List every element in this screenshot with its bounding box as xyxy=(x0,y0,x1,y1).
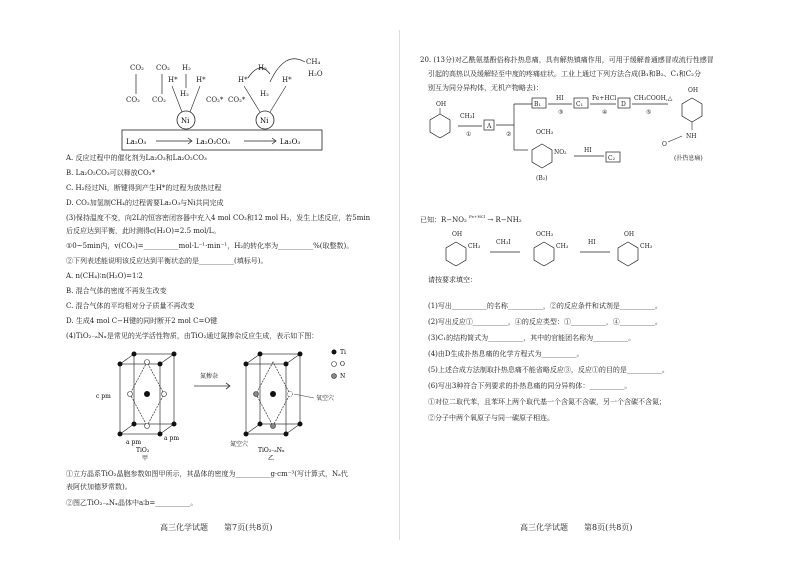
left-footer: 高三化学试题 第7页(共8页) xyxy=(160,523,273,532)
q20-intro-1: 20. (13分)对乙酰氨基酚俗称扑热息痛，具有解热镇痛作用，可用于缓解普通感冒或流行性感冒 xyxy=(420,56,714,64)
svg-text:CH₃COOH,△: CH₃COOH,△ xyxy=(634,95,673,102)
svg-text:氮空穴: 氮空穴 xyxy=(230,441,249,448)
svg-text:OH: OH xyxy=(688,87,699,94)
svg-text:A: A xyxy=(487,123,492,130)
h-star-3: H* xyxy=(238,76,248,84)
h2-label-2: H₂ xyxy=(180,90,189,98)
right-footer: 高三化学试题 第8页(共8页) xyxy=(520,523,633,532)
q4-intro: (4)TiO₂₋ₐNₓ是常见的光学活性物质，由TiO₂通过氮掺杂反应生成，表示如下图： xyxy=(66,332,319,340)
svg-text:乙: 乙 xyxy=(268,455,275,462)
svg-text:③: ③ xyxy=(558,109,564,116)
svg-text:①: ① xyxy=(466,131,472,138)
known-arrow: → xyxy=(487,216,494,224)
q20-intro-2: 引起的高热以及缓解轻至中度的疼痛症状。工业上通过下列方法合成(B₁和B₂、C₁和C₂分 xyxy=(428,70,701,78)
svg-text:NO₂: NO₂ xyxy=(554,149,567,156)
q3-sub-1: ①0~5min内，v(CO₂)=__________mol·L⁻¹·min⁻¹，H₂的转化率为__________%(取整数)。 xyxy=(66,242,354,250)
q3-option-b: B. 混合气体的密度不再发生改变 xyxy=(66,287,167,295)
svg-text:OCH₃: OCH₃ xyxy=(536,129,554,136)
svg-text:CH₃: CH₃ xyxy=(468,243,481,250)
q3-sub-2: ②下列表述能说明该反应达到平衡状态的是__________(填标号)。 xyxy=(66,257,268,265)
svg-text:CH₃: CH₃ xyxy=(556,243,569,250)
co2-label-1: CO₂ xyxy=(130,64,144,72)
q3-line-1: (3)保持温度不变，向2L的恒容密闭容器中充入4 mol CO₂和12 mol H₂，发生上述反应，若5min xyxy=(66,214,371,222)
svg-text:CH₃: CH₃ xyxy=(640,243,653,250)
known-condition: Fe+HCl xyxy=(469,214,486,219)
q3-option-a: A. n(CH₄)∶n(H₂O)=1∶2 xyxy=(66,272,143,280)
svg-text:O: O xyxy=(662,141,667,148)
known-prefix: 已知：R−NO₂ xyxy=(420,216,467,224)
svg-text:Fe+HCl: Fe+HCl xyxy=(592,95,617,102)
right-page xyxy=(400,0,800,566)
co2-label-4: CO₂ xyxy=(152,96,166,104)
svg-text:HI: HI xyxy=(556,95,564,102)
option-a: A. 反应过程中的催化剂为La₂O₃和La₂O₂CO₃ xyxy=(66,154,207,162)
svg-text:N: N xyxy=(340,373,346,380)
crystal-legend xyxy=(332,349,347,380)
h2-label-3: H₂ xyxy=(258,64,267,72)
co2-star-1: CO₂* xyxy=(206,96,224,104)
svg-text:La₂O₃: La₂O₃ xyxy=(280,138,301,146)
q20-5: (5)上述合成方法制取扑热息痛不能省略反应③，反应①的目的是__________。 xyxy=(428,366,669,374)
svg-text:La₂O₂CO₃: La₂O₂CO₃ xyxy=(196,138,231,146)
q4-sub-1b: 表阿伏加德罗常数)。 xyxy=(66,483,132,491)
svg-text:C₂: C₂ xyxy=(608,155,615,162)
known-reaction xyxy=(420,212,522,225)
q20-6: (6)写出3种符合下列要求的扑热息痛的同分异构体：__________。 xyxy=(428,382,632,390)
svg-text:D: D xyxy=(621,101,626,108)
h-star-1: H* xyxy=(168,76,178,84)
svg-text:OH: OH xyxy=(452,231,463,238)
svg-text:OH: OH xyxy=(624,231,635,238)
svg-text:CH₃I: CH₃I xyxy=(496,239,511,246)
svg-text:(B₂): (B₂) xyxy=(536,175,548,182)
h-star-4: H* xyxy=(282,76,292,84)
q20-2: (2)写出反应①__________，④的反应类型：①__________，④__________。 xyxy=(428,318,662,326)
co2-label-2: CO₂ xyxy=(156,64,170,72)
svg-text:O: O xyxy=(340,361,345,368)
q3-line-2: 后反应达到平衡，此时测得c(H₂O)=2.5 mol/L。 xyxy=(66,227,221,235)
svg-text:氮掺杂: 氮掺杂 xyxy=(200,373,219,380)
q20-3: (3)C₁的结构简式为__________，其中的官能团名称为__________。 xyxy=(428,334,636,342)
co2-label-3: CO₂ xyxy=(126,96,140,104)
svg-text:c pm: c pm xyxy=(96,393,111,400)
svg-text:TiO₂₋ₐNₓ: TiO₂₋ₐNₓ xyxy=(258,447,285,454)
answer-instruction: 请按要求填空： xyxy=(428,276,477,284)
svg-text:OH: OH xyxy=(436,101,447,108)
svg-text:HI: HI xyxy=(584,147,592,154)
svg-text:C₁: C₁ xyxy=(576,101,583,108)
q4-sub-1: ①立方晶系TiO₂晶胞参数如图甲所示，其晶体的密度为__________g·cm⁻³(写计算式，Nₐ代 xyxy=(66,470,348,478)
svg-text:a pm: a pm xyxy=(126,439,142,446)
q20-intro-3: 别互为同分异构体，无机产物略去)： xyxy=(428,84,543,92)
q20-1: (1)写出__________的名称__________，②的反应条件和试剂是__________。 xyxy=(428,302,662,310)
svg-text:氧空穴: 氧空穴 xyxy=(316,395,335,402)
catalysis-mechanism-figure xyxy=(110,30,340,152)
svg-text:Ni: Ni xyxy=(181,117,190,125)
ch4-label: CH₄ xyxy=(306,58,321,66)
svg-text:TiO₂: TiO₂ xyxy=(136,447,150,454)
co2-star-2: CO₂* xyxy=(228,96,246,104)
svg-text:a pm: a pm xyxy=(164,435,180,442)
svg-text:(扑热息痛): (扑热息痛) xyxy=(674,155,703,162)
h2-label-4: H₂ xyxy=(260,90,269,98)
q3-option-c: C. 混合气体的平均相对分子质量不再改变 xyxy=(66,302,195,310)
crystal-structure-figure xyxy=(90,342,370,460)
q20-6-cond-2: ②分子中两个氧原子与同一碳原子相连。 xyxy=(428,414,554,422)
svg-text:Ti: Ti xyxy=(340,349,346,356)
q3-option-d: D. 生成4 mol C−H键的同时断开2 mol C=O键 xyxy=(66,317,218,325)
q20-6-cond-1: ①对位二取代苯，且苯环上两个取代基一个含氮不含碳，另一个含碳不含氮； xyxy=(428,398,666,406)
svg-text:④: ④ xyxy=(602,109,608,116)
known-suffix: R−NH₂ xyxy=(495,216,522,224)
svg-text:La₂O₃: La₂O₃ xyxy=(126,138,147,146)
svg-text:②: ② xyxy=(506,131,512,138)
q4-sub-2: ②图乙TiO₂₋ₐNₓ晶体中a∶b=__________。 xyxy=(66,499,198,507)
svg-text:甲: 甲 xyxy=(142,455,149,462)
option-c: C. H₂经过Ni，断键得到产生H*的过程为放热过程 xyxy=(66,184,222,192)
svg-text:NH: NH xyxy=(686,133,697,140)
h-star-2: H* xyxy=(196,76,206,84)
known-scheme xyxy=(440,228,700,278)
option-d: D. CO₂加氢制CH₄的过程需要La₂O₃与Ni共同完成 xyxy=(66,199,224,207)
h2-label-top: H₂ xyxy=(182,64,191,72)
q20-4: (4)由D生成扑热息痛的化学方程式为__________。 xyxy=(428,350,584,358)
svg-text:B₁: B₁ xyxy=(534,101,541,108)
svg-text:OCH₃: OCH₃ xyxy=(536,231,554,238)
svg-text:HI: HI xyxy=(588,239,596,246)
option-b: B. La₂O₂CO₃可以释放CO₂* xyxy=(66,169,156,177)
svg-text:Ni: Ni xyxy=(260,117,269,125)
svg-text:⑤: ⑤ xyxy=(646,109,652,116)
svg-text:CH₃I: CH₃I xyxy=(460,113,475,120)
h2o-label: H₂O xyxy=(308,70,323,78)
